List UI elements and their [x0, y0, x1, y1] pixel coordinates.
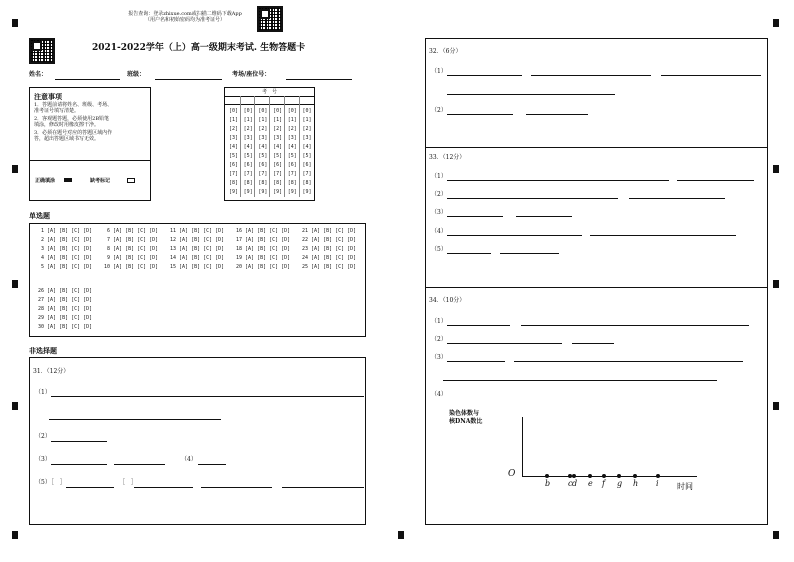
- graph-point-label-h: h: [633, 479, 639, 488]
- mc-question-22[interactable]: 22 [A] [B] [C] [D]: [302, 237, 357, 243]
- report-notice-line2: （用户名和初始密码均为准考证号）: [144, 17, 225, 23]
- registration-mark: [773, 165, 779, 173]
- mc-question-29[interactable]: 29 [A] [B] [C] [D]: [38, 315, 93, 321]
- q31-part4-label: （4）: [181, 456, 197, 463]
- q34-part1-label: （1）: [431, 318, 447, 325]
- mc-question-1[interactable]: 1 [A] [B] [C] [D]: [38, 228, 93, 234]
- graph-tick-g: [617, 474, 621, 478]
- registration-mark: [12, 165, 18, 173]
- q31-part3-line[interactable]: [114, 464, 165, 465]
- q32-label: 32．（6分）: [429, 48, 462, 55]
- q31-part5-label: （5）［ ］: [35, 479, 66, 486]
- q31-part3-label: （3）: [35, 456, 51, 463]
- mc-question-18[interactable]: 18 [A] [B] [C] [D]: [236, 246, 291, 252]
- mc-question-7[interactable]: 7 [A] [B] [C] [D]: [104, 237, 159, 243]
- mc-question-30[interactable]: 30 [A] [B] [C] [D]: [38, 324, 93, 330]
- q32-part2-label: （2）: [431, 107, 447, 114]
- notes-title: 注意事项: [34, 92, 62, 101]
- exam-number-column-divider: [240, 96, 241, 197]
- graph-points: [426, 39, 767, 524]
- q31-part1-line[interactable]: [51, 396, 364, 397]
- q31-label: 31．（12分）: [33, 368, 70, 375]
- q31-part4-line[interactable]: [198, 464, 226, 465]
- registration-mark: [12, 531, 18, 539]
- seat-field[interactable]: [286, 79, 352, 80]
- notes-item: 3．必须在题号对应的答题区域内作答，超出答题区域书写无效。: [34, 130, 113, 142]
- qr-code-icon: [29, 38, 55, 64]
- mc-question-3[interactable]: 3 [A] [B] [C] [D]: [38, 246, 93, 252]
- graph-point-label-b: b: [545, 479, 551, 488]
- q33-part3-label: （3）: [431, 209, 447, 216]
- page-title: 2021-2022学年（上）高一级期末考试. 生物答题卡: [92, 43, 306, 53]
- report-notice: [110, 11, 260, 23]
- notes-item: 1．答题前请将姓名、班级、考场、准考证号填写清楚。: [34, 102, 113, 114]
- q33-part1-label: （1）: [431, 173, 447, 180]
- graph-point-label-d: d: [572, 479, 578, 488]
- q31-part1-label: （1）: [35, 389, 51, 396]
- subjective-section-title: 非选择题: [29, 346, 57, 355]
- exam-number-column-divider: [299, 96, 300, 197]
- registration-mark: [12, 19, 18, 27]
- exam-number-column-divider: [284, 96, 285, 197]
- mc-question-10[interactable]: 10 [A] [B] [C] [D]: [104, 264, 159, 270]
- exam-number-column-divider: [269, 96, 270, 197]
- registration-mark: [12, 402, 18, 410]
- mc-question-8[interactable]: 8 [A] [B] [C] [D]: [104, 246, 159, 252]
- q33-label: 33．（12分）: [429, 154, 466, 161]
- correct-fill-label: 正确填涂: [35, 178, 56, 184]
- mc-question-4[interactable]: 4 [A] [B] [C] [D]: [38, 255, 93, 261]
- notes-divider: [30, 160, 150, 161]
- graph-tick-b: [545, 474, 549, 478]
- mc-question-20[interactable]: 20 [A] [B] [C] [D]: [236, 264, 291, 270]
- name-label: 姓名：: [29, 71, 48, 78]
- qr-code-icon: [257, 6, 283, 32]
- class-field[interactable]: [155, 79, 222, 80]
- mc-question-23[interactable]: 23 [A] [B] [C] [D]: [302, 246, 357, 252]
- class-label: 班级：: [127, 71, 146, 78]
- q31-part5-line[interactable]: [201, 487, 272, 488]
- absent-mark-box[interactable]: [127, 178, 135, 183]
- mc-question-27[interactable]: 27 [A] [B] [C] [D]: [38, 297, 93, 303]
- mc-answer-box: [29, 223, 366, 337]
- registration-mark: [773, 402, 779, 410]
- correct-fill-sample: [64, 178, 72, 182]
- q31-part2-line[interactable]: [51, 441, 107, 442]
- registration-mark: [398, 531, 404, 539]
- q33-part2-label: （2）: [431, 191, 447, 198]
- mc-question-11[interactable]: 11 [A] [B] [C] [D]: [170, 228, 225, 234]
- graph-point-label-i: i: [656, 479, 659, 488]
- q32-part1-label: （1）: [431, 68, 447, 75]
- registration-mark: [773, 280, 779, 288]
- graph-tick-e: [588, 474, 592, 478]
- mc-question-5[interactable]: 5 [A] [B] [C] [D]: [38, 264, 93, 270]
- mc-question-12[interactable]: 12 [A] [B] [C] [D]: [170, 237, 225, 243]
- name-field[interactable]: [55, 79, 120, 80]
- mc-question-21[interactable]: 21 [A] [B] [C] [D]: [302, 228, 357, 234]
- mc-question-15[interactable]: 15 [A] [B] [C] [D]: [170, 264, 225, 270]
- report-notice-line1: 报告查询：登录zhixue.com或扫描二维码下载App: [128, 11, 242, 17]
- mc-grid[interactable]: [30, 228, 365, 334]
- exam-number-label: 考 号: [261, 89, 277, 95]
- graph-tick-f: [602, 474, 606, 478]
- mc-question-14[interactable]: 14 [A] [B] [C] [D]: [170, 255, 225, 261]
- q31-part2-label: （2）: [35, 433, 51, 440]
- q33-part5-label: （5）: [431, 246, 447, 253]
- q31-part5-line[interactable]: [66, 487, 114, 488]
- mc-question-17[interactable]: 17 [A] [B] [C] [D]: [236, 237, 291, 243]
- graph-point-label-f: f: [602, 479, 605, 488]
- q31-part3-line[interactable]: [51, 464, 107, 465]
- graph-tick-d: [572, 474, 576, 478]
- mc-question-19[interactable]: 19 [A] [B] [C] [D]: [236, 255, 291, 261]
- exam-number-column-divider: [254, 96, 255, 197]
- seat-label: 考场/座位号：: [232, 71, 271, 78]
- q34-part2-label: （2）: [431, 336, 447, 343]
- exam-number-column[interactable]: [0] [1] [2] [3] [4] [5] [6] [7] [8] [9]: [243, 108, 253, 195]
- q31-box: [29, 357, 366, 525]
- q34-part3-label: （3）: [431, 354, 447, 361]
- exam-number-column[interactable]: [0] [1] [2] [3] [4] [5] [6] [7] [8] [9]: [302, 108, 312, 195]
- exam-number-box: [224, 87, 315, 201]
- mc-question-26[interactable]: 26 [A] [B] [C] [D]: [38, 288, 93, 294]
- registration-mark: [12, 280, 18, 288]
- graph-tick-i: [656, 474, 660, 478]
- mc-question-24[interactable]: 24 [A] [B] [C] [D]: [302, 255, 357, 261]
- mc-section-title: 单选题: [29, 211, 50, 220]
- graph-y-label-line1: 染色体数与: [449, 410, 480, 417]
- mc-question-6[interactable]: 6 [A] [B] [C] [D]: [104, 228, 159, 234]
- mc-question-16[interactable]: 16 [A] [B] [C] [D]: [236, 228, 291, 234]
- graph-tick-h: [633, 474, 637, 478]
- notes-box: [29, 87, 151, 201]
- graph-point-label-g: g: [617, 479, 623, 488]
- q31-part1-line[interactable]: [49, 419, 221, 420]
- mc-question-9[interactable]: 9 [A] [B] [C] [D]: [104, 255, 159, 261]
- graph-point-label-e: e: [588, 479, 593, 488]
- mc-question-28[interactable]: 28 [A] [B] [C] [D]: [38, 306, 93, 312]
- graph-point-label-c: c: [568, 479, 573, 488]
- exam-number-column[interactable]: [0] [1] [2] [3] [4] [5] [6] [7] [8] [9]: [258, 108, 268, 195]
- q33-part4-label: （4）: [431, 228, 447, 235]
- q31-part5-bracket: ［ ］: [119, 479, 138, 486]
- q34-label: 34．（10分）: [429, 297, 466, 304]
- mc-question-2[interactable]: 2 [A] [B] [C] [D]: [38, 237, 93, 243]
- registration-mark: [773, 531, 779, 539]
- graph-origin: O: [508, 469, 516, 479]
- exam-number-columns[interactable]: [225, 107, 314, 197]
- exam-number-column[interactable]: [0] [1] [2] [3] [4] [5] [6] [7] [8] [9]: [228, 108, 239, 195]
- graph-y-label-line2: 核DNA数比: [449, 418, 483, 425]
- q34-part4-label: （4）: [431, 391, 447, 398]
- q31-part5-line[interactable]: [134, 487, 193, 488]
- exam-number-column[interactable]: [0] [1] [2] [3] [4] [5] [6] [7] [8] [9]: [287, 108, 297, 195]
- exam-number-column[interactable]: [0] [1] [2] [3] [4] [5] [6] [7] [8] [9]: [273, 108, 283, 195]
- notes-item: 2．客观题答题，必须使用2B铅笔填涂，修改时用橡皮擦干净。: [34, 116, 110, 128]
- right-answer-panel: [425, 38, 768, 525]
- absent-mark-label: 缺考标记: [90, 178, 111, 184]
- mc-question-13[interactable]: 13 [A] [B] [C] [D]: [170, 246, 225, 252]
- mc-question-25[interactable]: 25 [A] [B] [C] [D]: [302, 264, 357, 270]
- q31-part5-line[interactable]: [282, 487, 364, 488]
- registration-mark: [773, 19, 779, 27]
- notes-list: [34, 102, 114, 142]
- graph-x-title: 时间: [677, 482, 693, 491]
